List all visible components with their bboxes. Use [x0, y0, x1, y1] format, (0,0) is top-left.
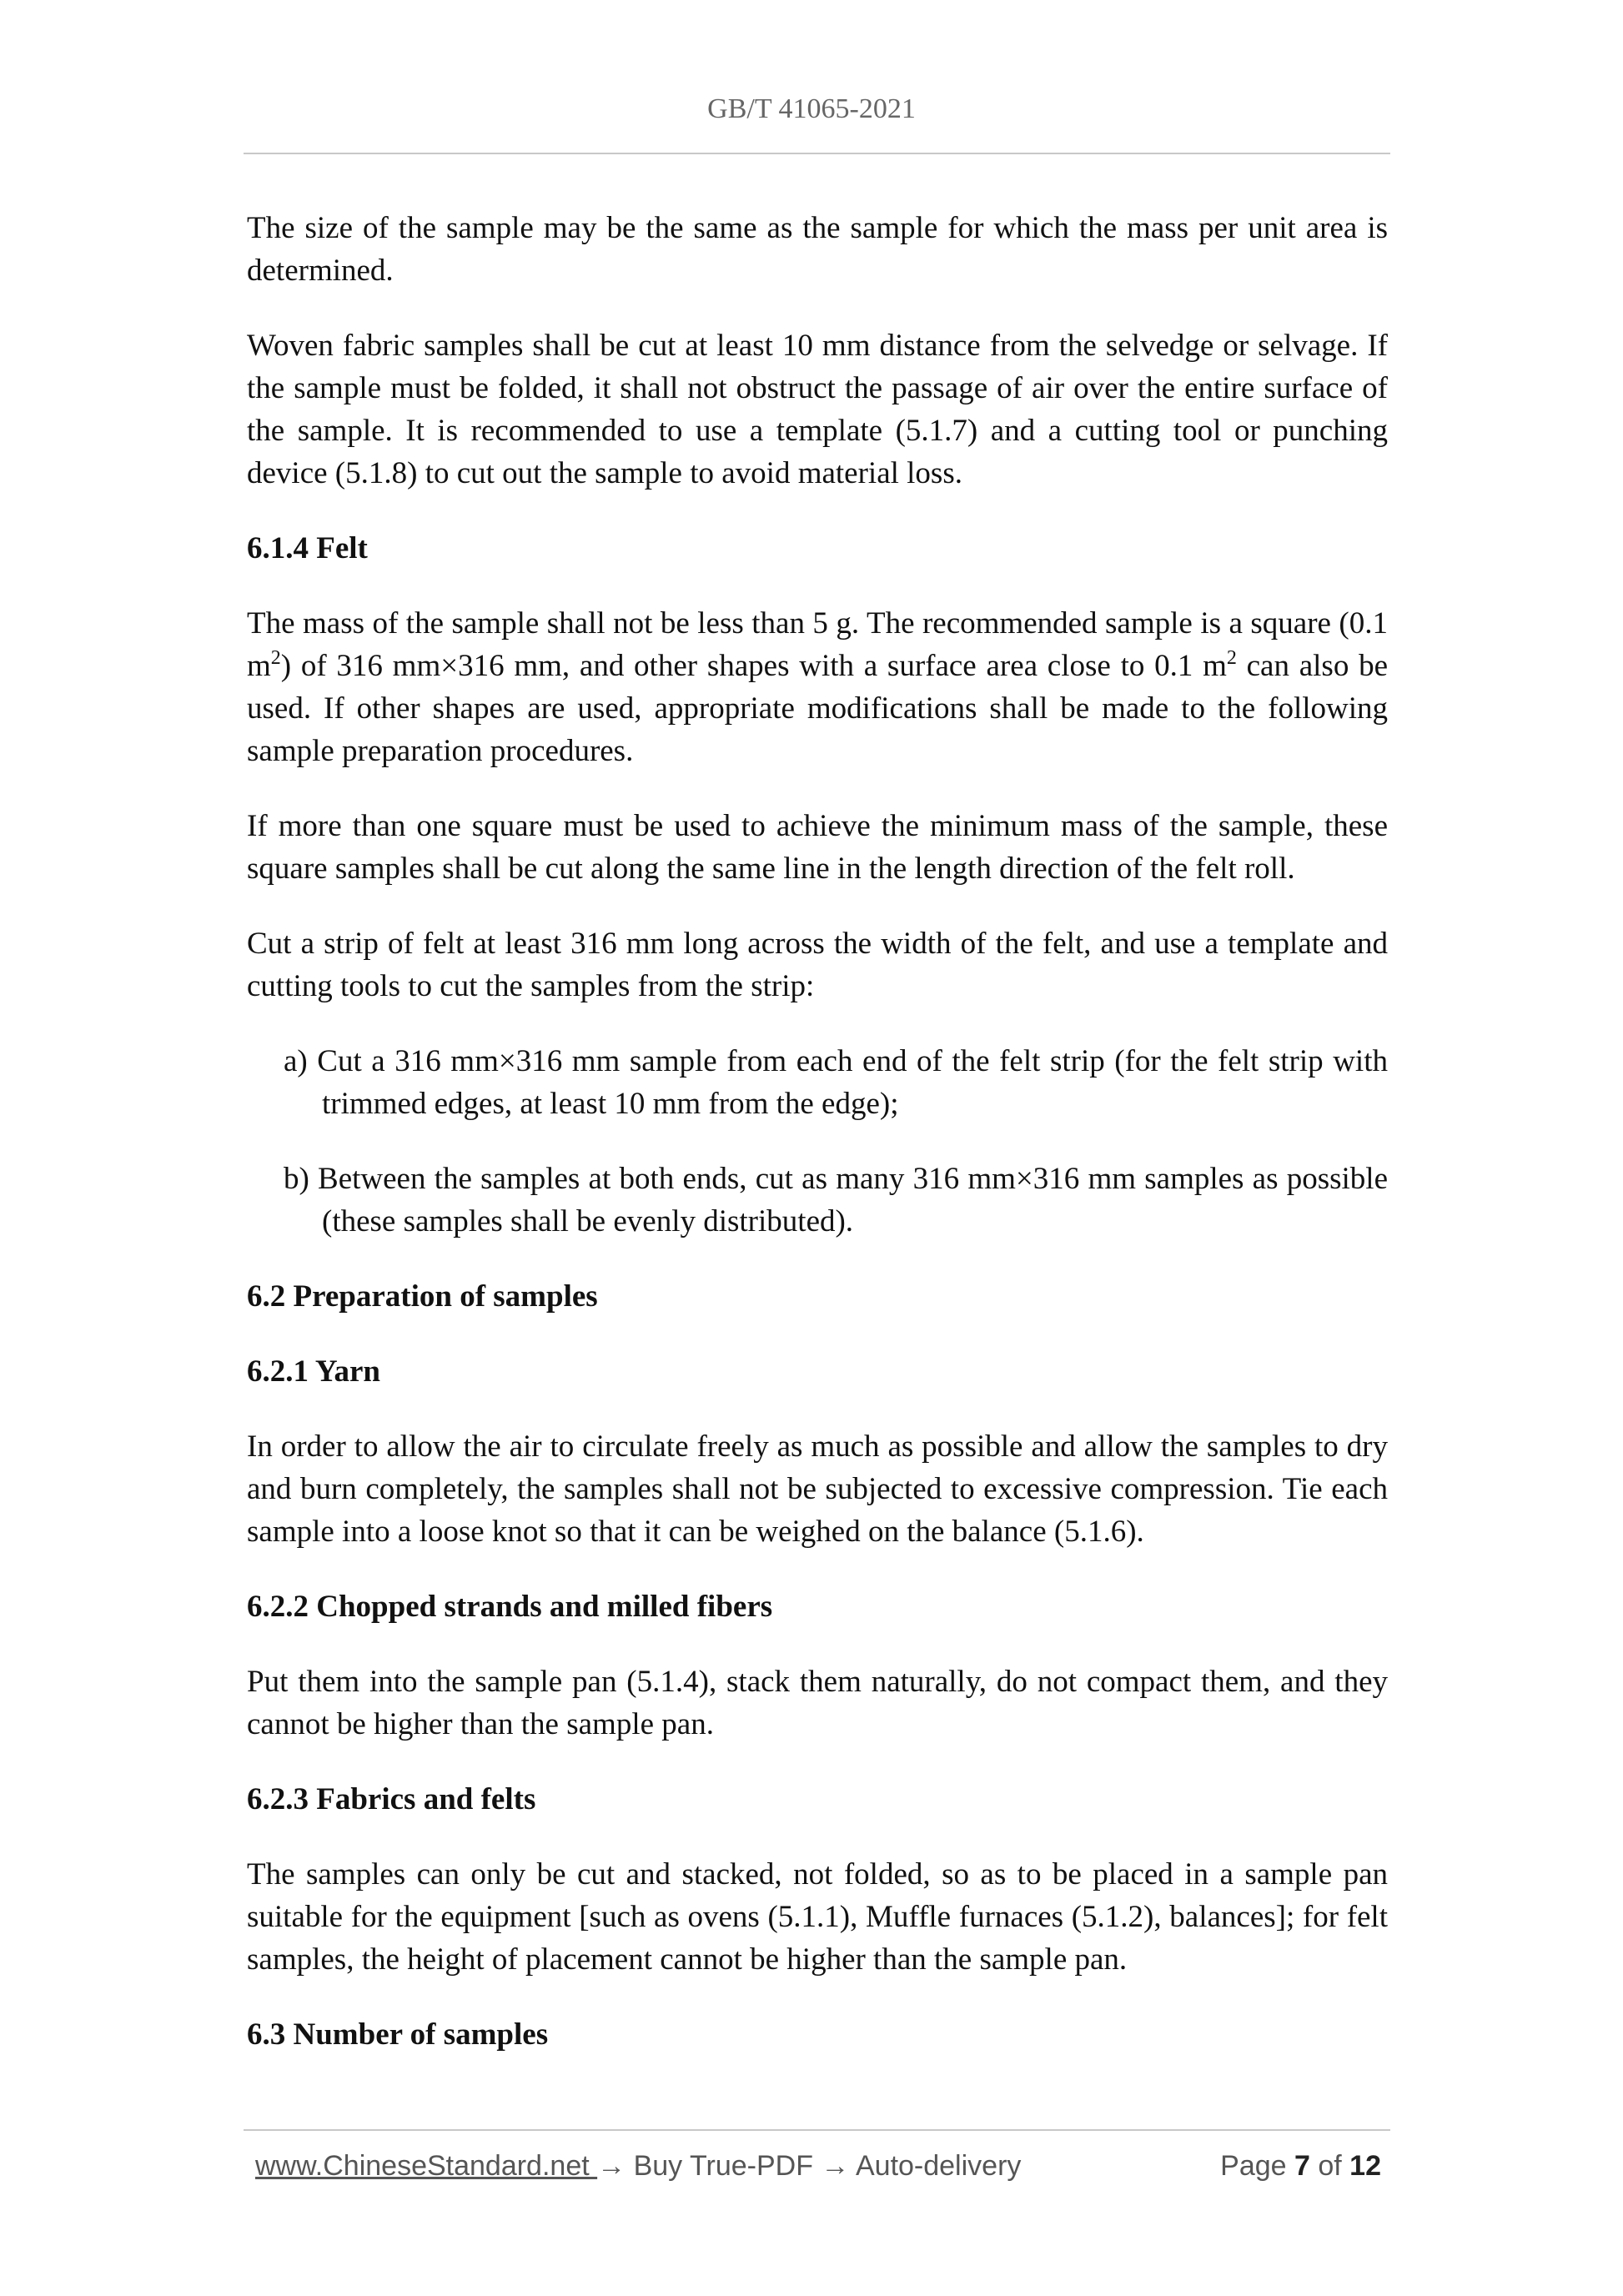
document-body — [247, 207, 1388, 2088]
page-indicator: Page 7 of 12 — [1220, 2150, 1381, 2182]
paragraph-chopped-strands: Put them into the sample pan (5.1.4), stack them naturally, do not compact them, and they cannot be higher than the sample pan. — [247, 1665, 1388, 1741]
footer-tagline: → Buy True-PDF → Auto-delivery — [597, 2150, 1022, 2182]
paragraph-cut-strip: Cut a strip of felt at least 316 mm long across the width of the felt, and use a template and cutting tools to cut the samples from the strip: — [247, 927, 1388, 1003]
header-divider — [244, 153, 1390, 154]
list-item-b: b) Between the samples at both ends, cut as many 316 mm×316 mm samples as possible (these samples shall be evenly distributed). — [284, 1162, 1388, 1238]
page-footer — [255, 2150, 1381, 2192]
footer-promo — [255, 2150, 1021, 2183]
current-page: 7 — [1294, 2150, 1310, 2182]
total-pages: 12 — [1349, 2150, 1381, 2182]
list-item-a: a) Cut a 316 mm×316 mm sample from each end of the felt strip (for the felt strip with trimmed edges, at least 10 mm from the edge); — [284, 1044, 1388, 1121]
website-link[interactable]: www.ChineseStandard.net — [255, 2150, 598, 2182]
paragraph-woven-fabric: Woven fabric samples shall be cut at least 10 mm distance from the selvedge or selvage. If the sample must be folded, it shall not obstruct the passage of air over the entire surface of the sample. It is recommended to use a template (5.1.7) and a cutting tool or punching device (5.1.8) to cut out the sample to avoid material loss. — [247, 329, 1388, 490]
heading-6-2-2: 6.2.2 Chopped strands and milled fibers — [247, 1590, 773, 1624]
paragraph-yarn: In order to allow the air to circulate freely as much as possible and allow the samples to dry and burn completely, the samples shall not be subjected to excessive compression. Tie each sample into a loose knot so that it can be weighed on the balance (5.1.6). — [247, 1429, 1388, 1549]
paragraph-fabrics-felts: The samples can only be cut and stacked, not folded, so as to be placed in a sample pan suitable for the equipment [such as ovens (5.1.1), Muffle furnaces (5.1.2), balances]; for felt samples, the height of placement cannot be higher than the sample pan. — [247, 1857, 1388, 1977]
heading-6-2: 6.2 Preparation of samples — [247, 1279, 598, 1314]
heading-6-2-1: 6.2.1 Yarn — [247, 1354, 380, 1389]
heading-6-3: 6.3 Number of samples — [247, 2017, 549, 2052]
page-header: GB/T 41065-2021 — [707, 93, 916, 124]
paragraph-multiple-squares: If more than one square must be used to achieve the minimum mass of the sample, these square samples shall be cut along the same line in the length direction of the felt roll. — [247, 809, 1388, 886]
heading-6-1-4: 6.1.4 Felt — [247, 531, 368, 565]
footer-divider — [244, 2129, 1390, 2131]
paragraph-sample-size: The size of the sample may be the same as the sample for which the mass per unit area is determined. — [247, 211, 1388, 288]
heading-6-2-3: 6.2.3 Fabrics and felts — [247, 1782, 536, 1816]
paragraph-felt-mass: The mass of the sample shall not be less than 5 g. The recommended sample is a square (0.1 $m^2$) of 316 mm×316 mm, and other shapes with a surface area close to 0.1 $m^2$ can also be used. If other shapes are used, appropriate modifications shall be made to the following sample preparation procedures. — [247, 606, 1388, 768]
